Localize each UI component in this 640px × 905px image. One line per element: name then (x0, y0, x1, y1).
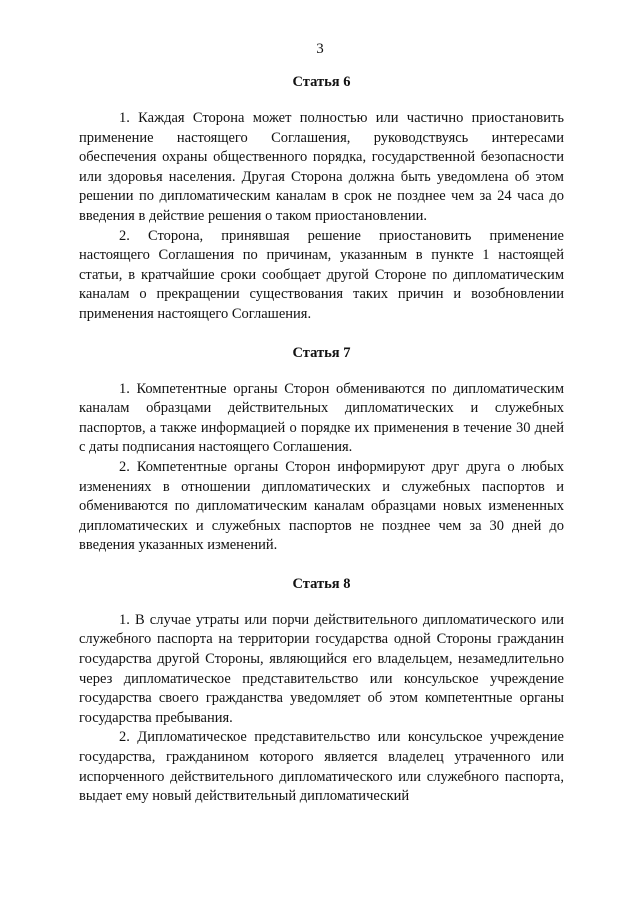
article-8 (79, 575, 564, 807)
article-paragraph: 1. Компетентные органы Сторон обмениваются по дипломатическим каналам образцами действительных дипломатических и служебных паспортов, а также информацией о порядке их применения в течение 30 дней с даты подписания настоящего Соглашения. (79, 380, 564, 456)
article-7 (79, 344, 564, 556)
page-number: 3 (316, 41, 324, 57)
article-paragraph: 2. Компетентные органы Сторон информируют друг друга о любых изменениях в отношении дипломатических и служебных паспортов и обмениваются по дипломатическим каналам образцами новых измененных дипломатических и служебных паспортов не позднее чем за 30 дней до введения указанных изменений. (79, 458, 564, 554)
article-6 (79, 73, 564, 325)
article-heading: Статья 7 (292, 344, 351, 361)
document-body (79, 73, 564, 826)
article-paragraph: 1. В случае утраты или порчи действительного дипломатического или служебного паспорта на территории государства одной Стороны гражданин государства другой Стороны, являющийся его владельцем, незамедлительно через дипломатическое представительство или консульское учреждение государства своего гражданства уведомляет об этом компетентные органы государства пребывания. (79, 611, 564, 726)
article-heading: Статья 8 (292, 575, 351, 592)
article-paragraph: 1. Каждая Сторона может полностью или частично приостановить применение настоящего Соглашения, руководствуясь интересами обеспечения охраны общественного порядка, государственной безопасности или здоровья населения. Другая Сторона должна быть уведомлена об этом решении по дипломатическим каналам в срок не позднее чем за 24 часа до введения в действие решения о таком приостановлении. (79, 110, 564, 224)
article-paragraph: 2. Дипломатическое представительство или консульское учреждение государства, гражданином которого является владелец утраченного или испорченного действительного дипломатического или служебного паспорта, выдает ему новый действительный дипломатический (79, 729, 564, 805)
article-paragraph: 2. Сторона, принявшая решение приостановить применение настоящего Соглашения по причинам, указанным в пункте 1 настоящей статьи, в кратчайшие сроки сообщает другой Стороне по дипломатическим каналам о прекращении существования таких причин и возобновлении применения настоящего Соглашения. (79, 227, 564, 322)
article-heading: Статья 6 (292, 74, 351, 90)
